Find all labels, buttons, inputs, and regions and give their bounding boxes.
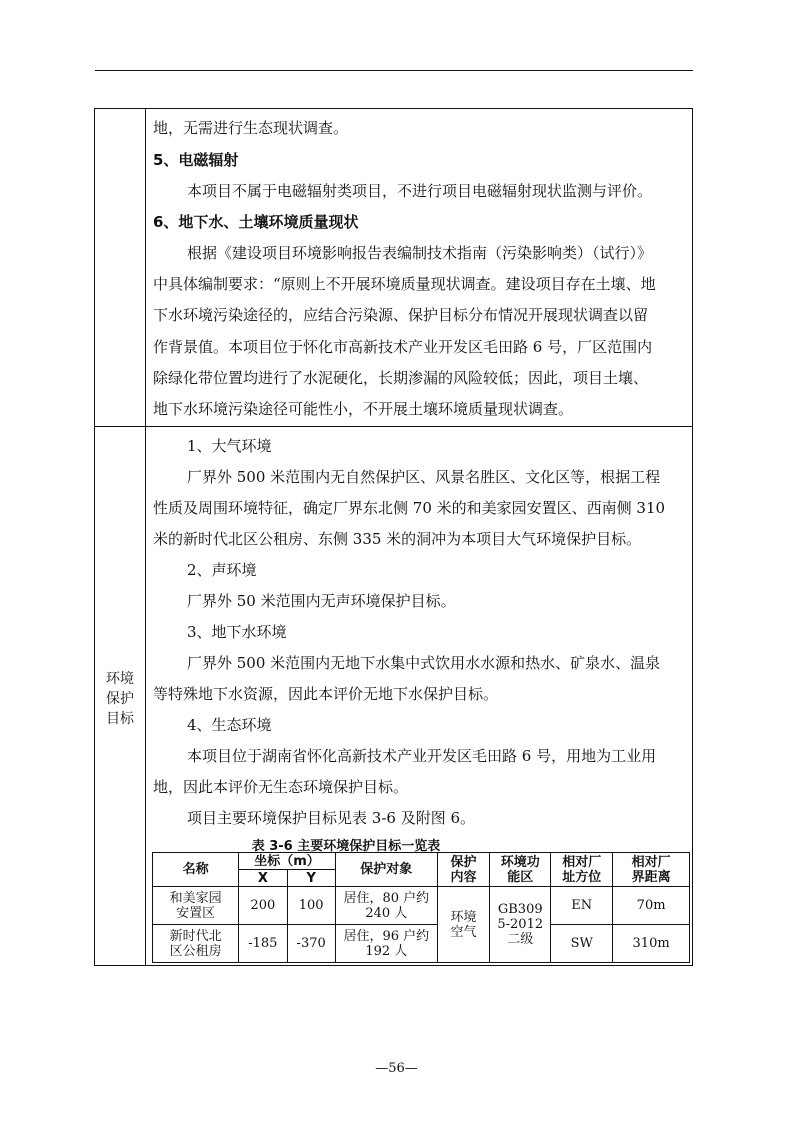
continued-text: 地，无需进行生态现状调查。 xyxy=(153,119,349,137)
cell-object: 居住，96 户约 192 人 xyxy=(335,925,437,963)
cell-x: -185 xyxy=(239,925,287,963)
paragraph-electromagnetic: 本项目不属于电磁辐射类项目，不进行项目电磁辐射现状监测与评价。 xyxy=(187,182,653,200)
cell-distance: 310m xyxy=(613,925,690,963)
row-divider xyxy=(95,426,692,427)
table-row xyxy=(153,925,690,963)
section-label-env-protection xyxy=(95,669,145,729)
cell-distance: 70m xyxy=(613,887,690,925)
column-divider xyxy=(145,109,146,965)
table-row xyxy=(153,887,690,925)
cell-object: 居住，80 户约 240 人 xyxy=(335,887,437,925)
paragraph-line: 米的新时代北区公租房、东侧 335 米的洞冲为本项目大气环境保护目标。 xyxy=(153,530,642,548)
paragraph-noise: 厂界外 50 米范围内无声环境保护目标。 xyxy=(187,592,456,610)
heading-air: 1、大气环境 xyxy=(187,437,272,455)
heading-groundwater-soil: 6、地下水、土壤环境质量现状 xyxy=(153,213,359,231)
cell-name: 新时代北 区公租房 xyxy=(153,925,239,963)
cell-y: 100 xyxy=(287,887,335,925)
heading-groundwater: 3、地下水环境 xyxy=(187,623,287,641)
paragraph-line: 下水环境污染途径的，应结合污染源、保护目标分布情况开展现状调查以留 xyxy=(153,306,649,324)
paragraph-line: 性质及周围环境特征，确定厂界东北侧 70 米的和美家园安置区、西南侧 310 xyxy=(153,499,666,517)
cell-x: 200 xyxy=(239,887,287,925)
cell-direction: SW xyxy=(551,925,613,963)
paragraph-reference: 项目主要环境保护目标见表 3-6 及附图 6。 xyxy=(187,809,476,827)
label-line: 环境 xyxy=(106,671,134,687)
paragraph-line: 地下水环境污染途径可能性小，不开展土壤环境质量现状调查。 xyxy=(153,400,574,418)
paragraph-line: 厂界外 500 米范围内无自然保护区、风景名胜区、文化区等，根据工程 xyxy=(187,468,661,486)
header-object: 保护对象 xyxy=(335,853,437,887)
paragraph-line: 中具体编制要求：“原则上不开展环境质量现状调查。建设项目存在土壤、地 xyxy=(153,275,656,293)
label-line: 保护 xyxy=(106,691,134,707)
paragraph-line: 等特殊地下水资源，因此本评价无地下水保护目标。 xyxy=(153,685,499,703)
header-distance: 相对厂 界距离 xyxy=(613,853,690,887)
paragraph-line: 作背景值。本项目位于怀化市高新技术产业开发区毛田路 6 号，厂区范围内 xyxy=(153,338,653,356)
header-x: X xyxy=(239,870,287,887)
paragraph-line: 厂界外 500 米范围内无地下水集中式饮用水水源和热水、矿泉水、温泉 xyxy=(187,654,661,672)
paragraph-line: 地，因此本评价无生态环境保护目标。 xyxy=(153,778,409,796)
heading-ecology: 4、生态环境 xyxy=(187,716,272,734)
cell-y: -370 xyxy=(287,925,335,963)
cell-direction: EN xyxy=(551,887,613,925)
header-name: 名称 xyxy=(153,853,239,887)
heading-electromagnetic: 5、电磁辐射 xyxy=(153,151,239,169)
page-number: —56— xyxy=(375,1061,418,1076)
paragraph-line: 本项目位于湖南省怀化高新技术产业开发区毛田路 6 号，用地为工业用 xyxy=(187,747,657,765)
paragraph-line: 根据《建设项目环境影响报告表编制技术指南（污染影响类）（试行）》 xyxy=(187,244,653,262)
header-content: 保护 内容 xyxy=(437,853,490,887)
header-zone: 环境功 能区 xyxy=(490,853,551,887)
heading-noise: 2、声环境 xyxy=(187,561,257,579)
label-line: 目标 xyxy=(106,711,134,727)
cell-name: 和美家园 安置区 xyxy=(153,887,239,925)
table-caption: 表 3-6 主要环境保护目标一览表 xyxy=(251,839,441,854)
cell-zone: GB309 5-2012 二级 xyxy=(490,887,551,963)
cell-content: 环境 空气 xyxy=(437,887,490,963)
header-rule xyxy=(95,70,693,71)
paragraph-line: 除绿化带位置均进行了水泥硬化，长期渗漏的风险较低；因此，项目土壤、 xyxy=(153,369,649,387)
protection-targets-table xyxy=(152,852,690,963)
header-direction: 相对厂 址方位 xyxy=(551,853,613,887)
header-y: Y xyxy=(287,870,335,887)
header-coord: 坐标（m） xyxy=(239,853,336,870)
